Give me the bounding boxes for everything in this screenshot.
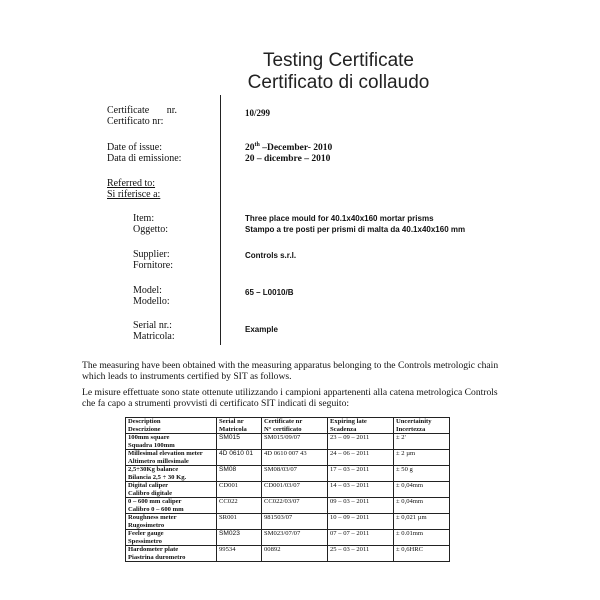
cell-serial xyxy=(217,466,262,482)
cell-serial xyxy=(217,482,262,498)
paragraph-en-line2: which leads to instruments certified by SIT as follows. xyxy=(82,371,292,382)
vertical-divider xyxy=(220,95,221,345)
header-expiring xyxy=(328,418,394,434)
cell-description-text: Spessimetro xyxy=(128,537,162,545)
table-row xyxy=(126,434,450,450)
cell-description-text: 100mm square xyxy=(128,434,170,441)
date-day: 20 xyxy=(245,143,255,154)
table-row xyxy=(126,482,450,498)
cell-uncertainty xyxy=(394,434,450,450)
table-row xyxy=(126,450,450,466)
header-text: Matricola xyxy=(219,425,247,433)
cell-description-text: Bilancia 2,5 ÷ 30 Kg. xyxy=(128,473,187,481)
cell-uncertainty-text: ± 50 g xyxy=(396,466,413,473)
cell-serial-text: SM023 xyxy=(219,530,240,537)
cell-description-text: 0 – 600 mm caliper xyxy=(128,498,182,505)
cell-description-text: Squadra 100mm xyxy=(128,441,175,449)
cell-expiring xyxy=(328,546,394,562)
serial-value: Example xyxy=(245,325,278,334)
cert-nr-label xyxy=(107,105,177,127)
cell-description xyxy=(126,466,217,482)
cell-expiring-text: 17 – 03 – 2011 xyxy=(330,466,370,473)
instruments-table-body xyxy=(126,418,450,562)
date-label xyxy=(107,142,181,164)
cell-certificate xyxy=(262,466,328,482)
header-text: Uncertainity xyxy=(396,418,432,425)
paragraph-italian xyxy=(82,387,582,409)
cell-uncertainty-text: ± 2 µm xyxy=(396,450,416,457)
header-text: Incertezza xyxy=(396,425,426,433)
cell-certificate-text: 00892 xyxy=(264,546,281,553)
date-label-it: Data di emissione: xyxy=(107,153,182,164)
cell-expiring xyxy=(328,434,394,450)
cell-certificate xyxy=(262,498,328,514)
paragraph-en-line1: The measuring have been obtained with the measuring apparatus belonging to the Controls metrologic chain xyxy=(82,360,499,371)
cell-certificate xyxy=(262,514,328,530)
cell-description xyxy=(126,530,217,546)
cell-serial-text: 99534 xyxy=(219,546,236,553)
cell-uncertainty-text: ± 0.01mm xyxy=(396,530,424,537)
cell-expiring xyxy=(328,466,394,482)
instruments-table xyxy=(125,417,450,562)
item-label xyxy=(133,213,168,235)
date-value-it: 20 – dicembre – 2010 xyxy=(245,154,331,165)
cell-description-text: Millesimal elevation meter xyxy=(128,450,203,457)
referred-to-label xyxy=(107,178,160,200)
paragraph-english xyxy=(82,360,582,382)
cell-serial xyxy=(217,450,262,466)
supplier-label xyxy=(133,249,173,271)
cell-certificate-text: 4D 0610 007 43 xyxy=(264,450,307,457)
header-text: Descrizione xyxy=(128,425,161,433)
referred-en: Referred to: xyxy=(107,178,156,189)
cell-description-text: Roughness meter xyxy=(128,514,177,521)
date-rest: –December- 2010 xyxy=(259,143,333,154)
item-label-it: Oggetto: xyxy=(133,224,168,235)
cell-expiring xyxy=(328,530,394,546)
cell-expiring xyxy=(328,482,394,498)
item-value-en: Three place mould for 40.1x40x160 mortar prisms xyxy=(245,214,434,223)
cert-nr-label-en: Certificate nr. xyxy=(107,105,177,116)
cell-serial-text: CD001 xyxy=(219,482,239,489)
cell-expiring-text: 10 – 09 – 2011 xyxy=(330,514,370,521)
cell-expiring xyxy=(328,514,394,530)
cell-description xyxy=(126,434,217,450)
cell-uncertainty-text: ± 0,6HRC xyxy=(396,546,424,553)
model-value: 65 – L0010/B xyxy=(245,288,294,297)
cell-uncertainty xyxy=(394,530,450,546)
cell-uncertainty-text: ± 0,04mm xyxy=(396,482,424,489)
table-row xyxy=(126,498,450,514)
table-row xyxy=(126,530,450,546)
cell-description-text: Calibro digitale xyxy=(128,489,173,497)
cell-description xyxy=(126,546,217,562)
cell-description-text: Digital caliper xyxy=(128,482,169,489)
cell-certificate xyxy=(262,546,328,562)
cell-expiring-text: 14 – 03 – 2011 xyxy=(330,482,370,489)
cert-nr-value: 10/299 xyxy=(245,108,271,118)
title-english: Testing Certificate xyxy=(262,50,414,71)
cell-description-text: Rugosimetro xyxy=(128,521,165,529)
cell-serial xyxy=(217,498,262,514)
supplier-label-it: Fornitore: xyxy=(133,260,173,271)
item-label-en: Item: xyxy=(133,213,155,224)
cell-description xyxy=(126,482,217,498)
cell-serial xyxy=(217,434,262,450)
cell-expiring xyxy=(328,450,394,466)
cell-uncertainty xyxy=(394,546,450,562)
cell-description-text: Calibro 0 – 600 mm xyxy=(128,505,184,513)
serial-label-it: Matricola: xyxy=(133,331,175,342)
cell-description xyxy=(126,498,217,514)
cell-serial-text: 4D 0610 01 xyxy=(219,450,254,457)
date-sup: th xyxy=(254,142,260,148)
serial-label xyxy=(133,320,175,342)
header-text: Scadenza xyxy=(330,425,357,433)
cell-certificate-text: CC022/03/07 xyxy=(264,498,300,505)
cell-certificate-text: CD001/03/07 xyxy=(264,482,300,489)
header-text: Serial nr xyxy=(219,418,244,425)
supplier-value: Controls s.r.l. xyxy=(245,251,297,260)
header-text: Certificate nr xyxy=(264,418,303,425)
cell-certificate xyxy=(262,482,328,498)
cell-certificate-text: SM023/07/07 xyxy=(264,530,301,537)
table-header-row xyxy=(126,418,450,434)
table-row xyxy=(126,466,450,482)
cell-expiring-text: 25 – 03 – 2011 xyxy=(330,546,370,553)
cell-description-text: Altimetro millesimale xyxy=(128,457,189,465)
title-italian: Certificato di collaudo xyxy=(247,72,430,93)
model-label xyxy=(133,285,170,307)
cell-serial-text: CC022 xyxy=(219,498,238,505)
cell-certificate-text: 981503/07 xyxy=(264,514,293,521)
serial-label-en: Serial nr.: xyxy=(133,320,172,331)
cell-description-text: Feeler gauge xyxy=(128,530,164,537)
header-certificate xyxy=(262,418,328,434)
header-text: N° certificato xyxy=(264,425,302,433)
cell-uncertainty xyxy=(394,498,450,514)
cell-certificate xyxy=(262,434,328,450)
cell-serial xyxy=(217,530,262,546)
cell-description-text: 2,5÷30Kg balance xyxy=(128,466,179,473)
cell-expiring-text: 23 – 09 – 2011 xyxy=(330,434,370,441)
cell-certificate-text: SM08/03/07 xyxy=(264,466,297,473)
header-text: Expiring late xyxy=(330,418,367,425)
cell-uncertainty-text: ± 2' xyxy=(396,434,406,441)
cell-expiring xyxy=(328,498,394,514)
cell-certificate-text: SM015/09/07 xyxy=(264,434,301,441)
cell-certificate xyxy=(262,450,328,466)
cell-serial-text: SR001 xyxy=(219,514,237,521)
cell-uncertainty xyxy=(394,482,450,498)
supplier-label-en: Supplier: xyxy=(133,249,170,260)
header-uncertainty xyxy=(394,418,450,434)
cell-description xyxy=(126,514,217,530)
model-label-en: Model: xyxy=(133,285,162,296)
model-label-it: Modello: xyxy=(133,296,170,307)
cell-expiring-text: 07 – 07 – 2011 xyxy=(330,530,370,537)
date-label-en: Date of issue: xyxy=(107,142,162,153)
cell-expiring-text: 24 – 06 – 2011 xyxy=(330,450,370,457)
cell-uncertainty xyxy=(394,514,450,530)
cell-serial-text: SM015 xyxy=(219,434,240,441)
cert-nr-label-it: Certificato nr: xyxy=(107,116,164,127)
header-text: Description xyxy=(128,418,161,425)
paragraph-it-line1: Le misure effettuate sono state ottenute utilizzando i campioni appartenenti alla catena metrologica Controls xyxy=(82,387,498,398)
date-value-en xyxy=(245,140,332,154)
header-description xyxy=(126,418,217,434)
cell-uncertainty xyxy=(394,466,450,482)
cell-description xyxy=(126,450,217,466)
referred-it: Si riferisce a: xyxy=(107,189,161,200)
cell-serial xyxy=(217,514,262,530)
header-serial xyxy=(217,418,262,434)
table-row xyxy=(126,546,450,562)
paragraph-it-line2: che fa capo a strumenti provvisti di certificato SIT indicati di seguito: xyxy=(82,398,350,409)
cell-description-text: Hardometer plate xyxy=(128,546,179,553)
table-row xyxy=(126,514,450,530)
cell-description-text: Piastrina durometro xyxy=(128,553,186,561)
date-value xyxy=(245,140,332,165)
cell-uncertainty xyxy=(394,450,450,466)
cell-certificate xyxy=(262,530,328,546)
cell-serial-text: SM08 xyxy=(219,466,237,473)
cell-uncertainty-text: ± 0,04mm xyxy=(396,498,424,505)
cell-expiring-text: 09 – 03 – 2011 xyxy=(330,498,370,505)
item-value xyxy=(245,213,465,235)
cell-serial xyxy=(217,546,262,562)
cell-uncertainty-text: ± 0,021 µm xyxy=(396,514,427,521)
item-value-it: Stampo a tre posti per prismi di malta da 40.1x40x160 mm xyxy=(245,225,466,234)
